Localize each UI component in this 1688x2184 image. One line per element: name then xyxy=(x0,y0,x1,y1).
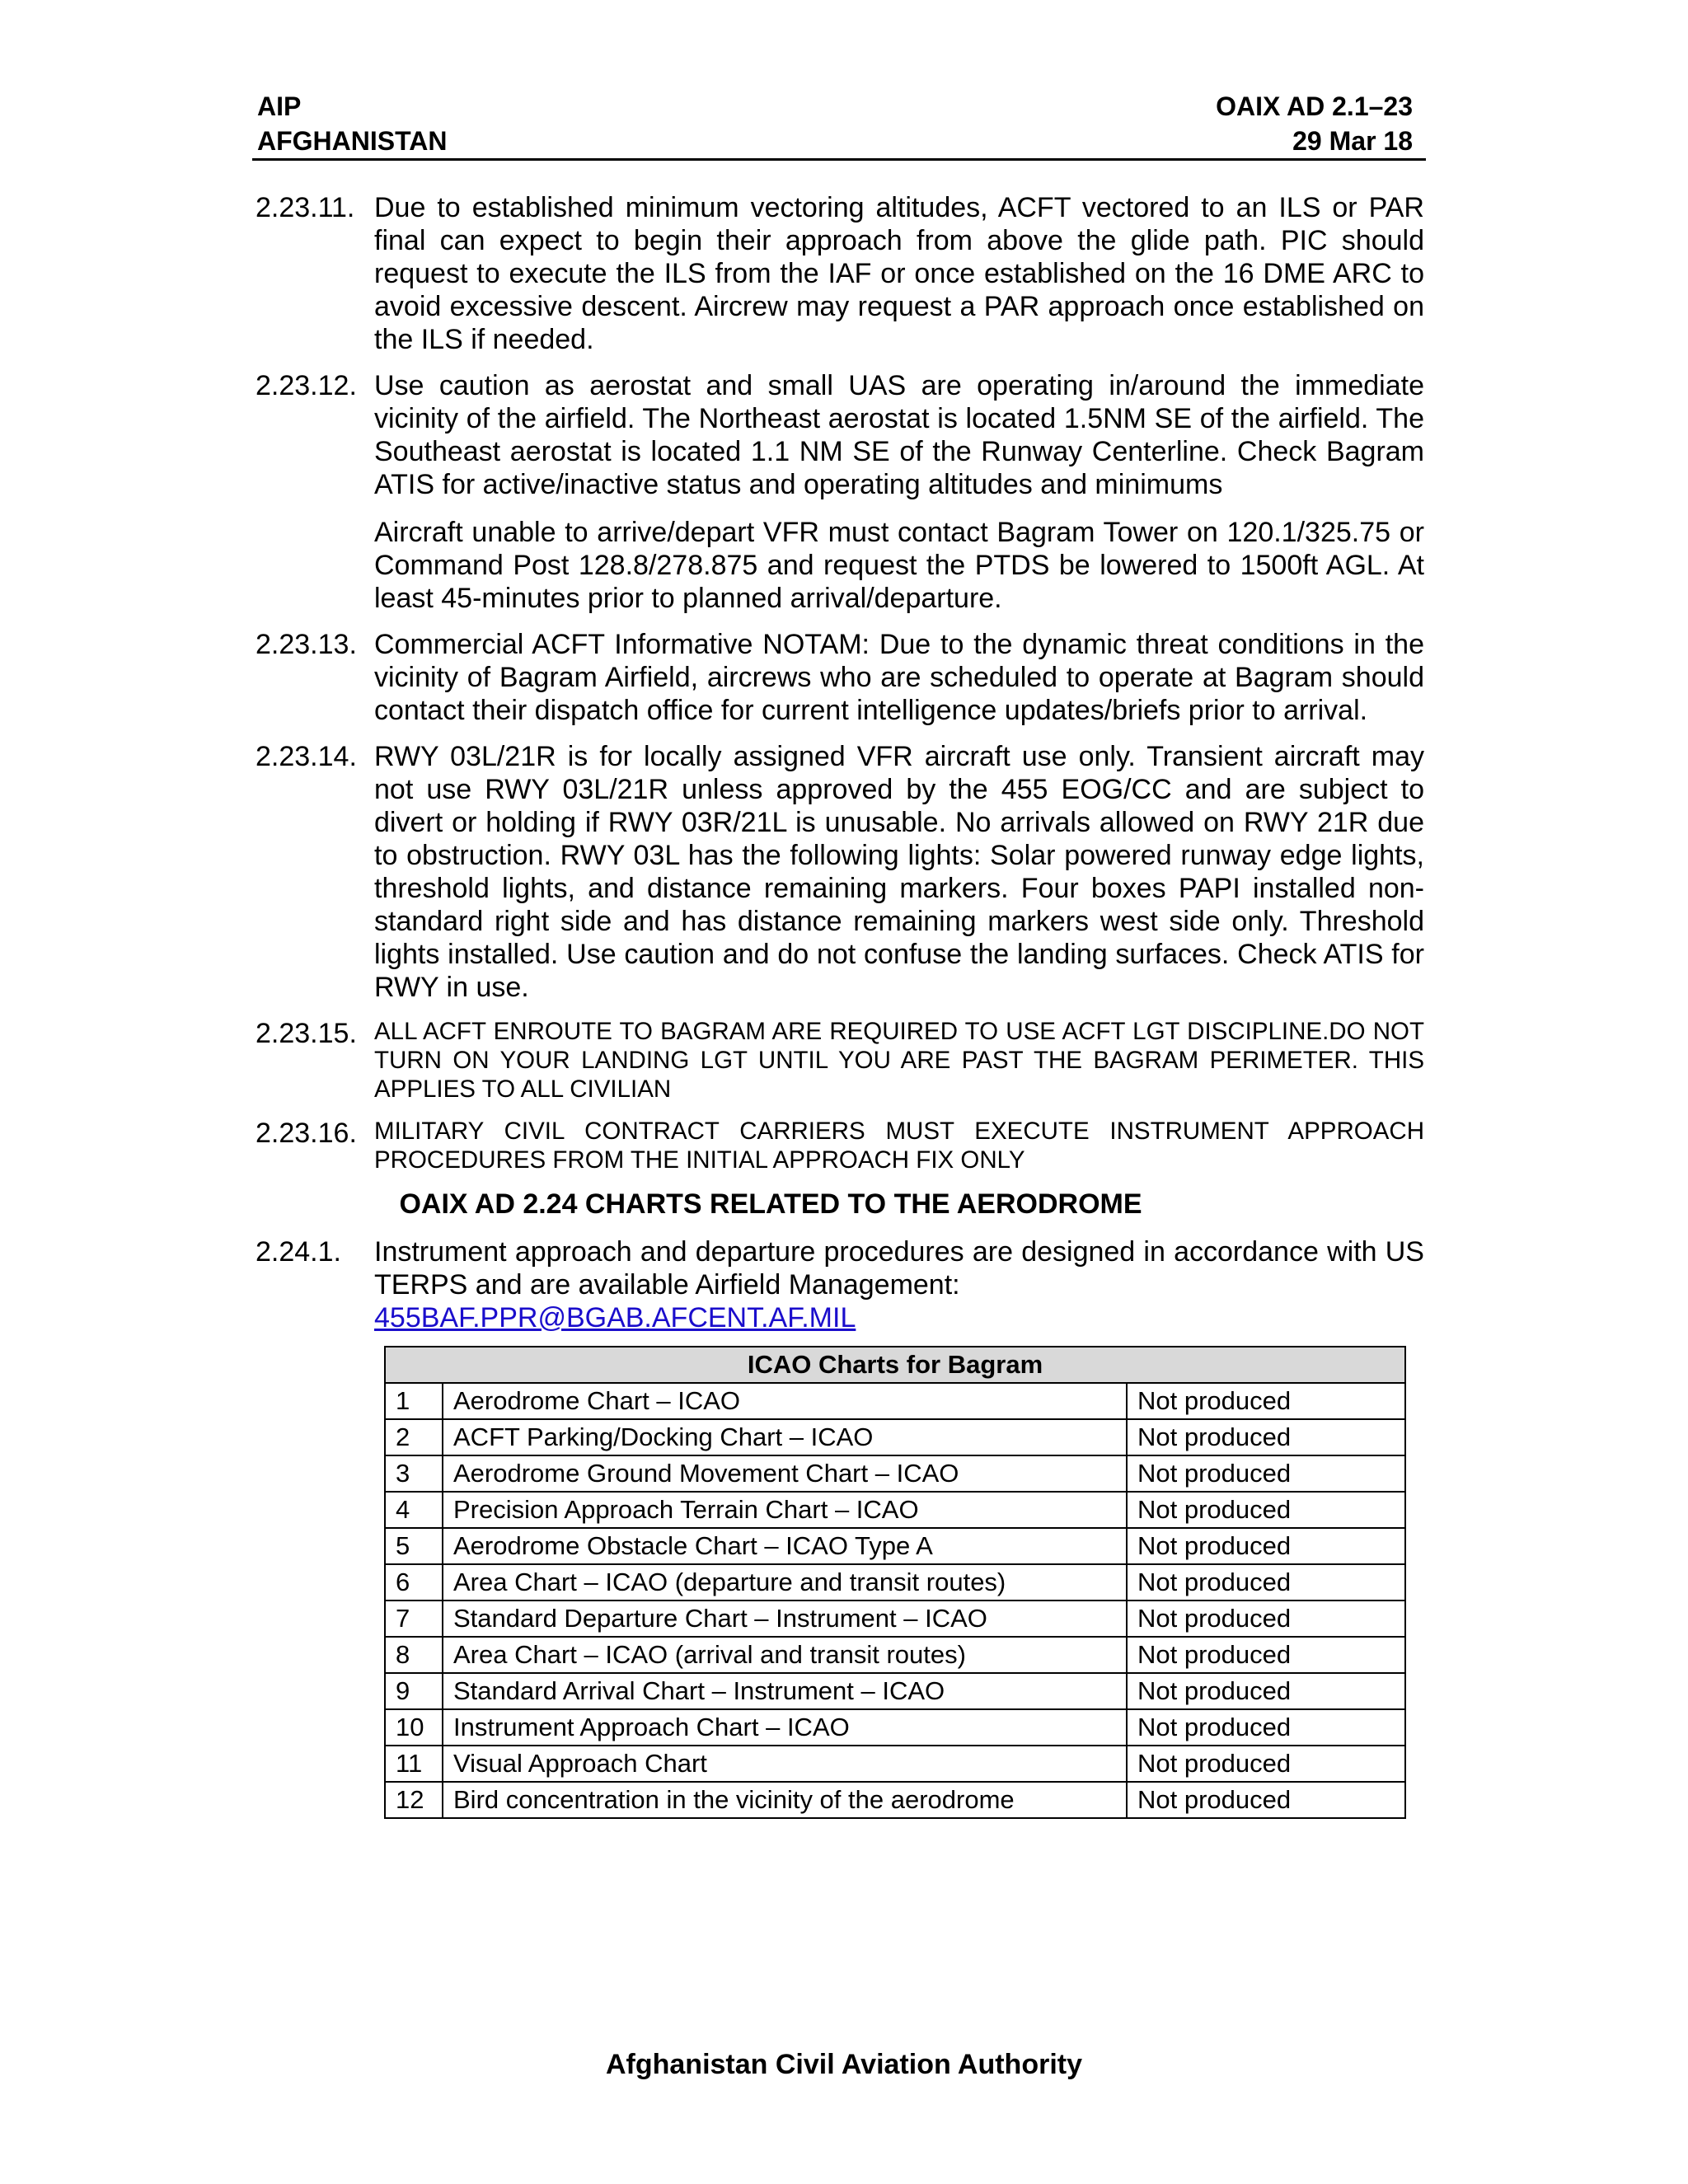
table-row xyxy=(385,1673,1405,1709)
paragraph-text: Use caution as aerostat and small UAS are operating in/around the immediate vicinity of the airfield. The Northeast aerostat is located 1.5NM SE of the airfield. The Southeast aerostat is located 1.1 NM SE of the Runway Centerline. Check Bagram ATIS for active/inactive status and operating altitudes and minimums xyxy=(374,370,1424,500)
header-aip: AIP xyxy=(257,91,302,121)
chart-name: Visual Approach Chart xyxy=(443,1746,1127,1782)
chart-name: Area Chart – ICAO (departure and transit routes) xyxy=(443,1564,1127,1601)
header-date: 29 Mar 18 xyxy=(1292,126,1413,156)
row-number: 3 xyxy=(385,1455,443,1492)
paragraph-text: MILITARY CIVIL CONTRACT CARRIERS MUST EXECUTE INSTRUMENT APPROACH PROCEDURES FROM THE INITIAL APPROACH FIX ONLY xyxy=(374,1118,1424,1174)
section-title: OAIX AD 2.24 CHARTS RELATED TO THE AERODROME xyxy=(399,1188,1142,1220)
table-row xyxy=(385,1709,1405,1746)
paragraph-number: 2.23.12. xyxy=(256,370,357,401)
table-row xyxy=(385,1492,1405,1528)
paragraph-number: 2.23.13. xyxy=(256,629,357,660)
page-footer: Afghanistan Civil Aviation Authority xyxy=(605,2049,1083,2080)
chart-status: Not produced xyxy=(1127,1601,1405,1637)
paragraph-number: 2.24.1. xyxy=(256,1236,341,1268)
chart-status: Not produced xyxy=(1127,1673,1405,1709)
header-right xyxy=(1154,89,1413,158)
header-page-ref: OAIX AD 2.1–23 xyxy=(1216,91,1413,121)
row-number: 8 xyxy=(385,1637,443,1673)
chart-status: Not produced xyxy=(1127,1383,1405,1419)
table-row xyxy=(385,1383,1405,1419)
header-country: AFGHANISTAN xyxy=(257,126,448,156)
paragraph-text: Instrument approach and departure procedures are designed in accordance with US TERPS and are available Airfield Management: xyxy=(374,1236,1424,1301)
chart-status: Not produced xyxy=(1127,1746,1405,1782)
row-number: 5 xyxy=(385,1528,443,1564)
paragraph-text-continued: Aircraft unable to arrive/depart VFR must contact Bagram Tower on 120.1/325.75 or Command Post 128.8/278.875 and request the PTDS be lowered to 1500ft AGL. At least 45-minutes prior to planned arrival/departure. xyxy=(374,517,1424,614)
row-number: 7 xyxy=(385,1601,443,1637)
row-number: 6 xyxy=(385,1564,443,1601)
paragraph-2-23-15 xyxy=(256,1017,1424,1104)
chart-name: ACFT Parking/Docking Chart – ICAO xyxy=(443,1419,1127,1455)
chart-status: Not produced xyxy=(1127,1564,1405,1601)
row-number: 4 xyxy=(385,1492,443,1528)
header-left xyxy=(257,89,448,158)
chart-name: Instrument Approach Chart – ICAO xyxy=(443,1709,1127,1746)
chart-name: Aerodrome Chart – ICAO xyxy=(443,1383,1127,1419)
table-row xyxy=(385,1419,1405,1455)
chart-name: Area Chart – ICAO (arrival and transit routes) xyxy=(443,1637,1127,1673)
paragraph-text: Due to established minimum vectoring altitudes, ACFT vectored to an ILS or PAR final can expect to begin their approach from above the glide path. PIC should request to execute the ILS from the IAF or once established on the 16 DME ARC to avoid excessive descent. Aircrew may request a PAR approach once established on the ILS if needed. xyxy=(374,192,1424,355)
table-row xyxy=(385,1564,1405,1601)
chart-name: Bird concentration in the vicinity of the aerodrome xyxy=(443,1782,1127,1818)
icao-charts-table xyxy=(384,1346,1406,1819)
row-number: 11 xyxy=(385,1746,443,1782)
paragraph-2-23-13 xyxy=(256,628,1424,727)
table-row xyxy=(385,1637,1405,1673)
chart-status: Not produced xyxy=(1127,1782,1405,1818)
chart-name: Precision Approach Terrain Chart – ICAO xyxy=(443,1492,1127,1528)
row-number: 10 xyxy=(385,1709,443,1746)
paragraph-2-23-12 xyxy=(256,369,1424,615)
chart-status: Not produced xyxy=(1127,1637,1405,1673)
paragraph-text: RWY 03L/21R is for locally assigned VFR aircraft use only. Transient aircraft may not use RWY 03L/21R unless approved by the 455 EOG/CC and are subject to divert or holding if RWY 03R/21L is unusable. No arrivals allowed on RWY 21R due to obstruction. RWY 03L has the following lights: Solar powered runway edge lights, threshold lights, and distance remaining markers. Four boxes PAPI installed non-standard right side and has distance remaining markers west side only. Threshold lights installed. Use caution and do not confuse the landing surfaces. Check ATIS for RWY in use. xyxy=(374,741,1424,1003)
paragraph-number: 2.23.11. xyxy=(256,192,355,223)
chart-name: Aerodrome Ground Movement Chart – ICAO xyxy=(443,1455,1127,1492)
row-number: 12 xyxy=(385,1782,443,1818)
paragraph-2-23-14 xyxy=(256,740,1424,1004)
chart-status: Not produced xyxy=(1127,1528,1405,1564)
table-row xyxy=(385,1782,1405,1818)
table-title: ICAO Charts for Bagram xyxy=(385,1347,1405,1383)
paragraph-text: Commercial ACFT Informative NOTAM: Due to the dynamic threat conditions in the vicinity of Bagram Airfield, aircrews who are scheduled to operate at Bagram should contact their dispatch office for current intelligence updates/briefs prior to arrival. xyxy=(374,629,1424,726)
chart-status: Not produced xyxy=(1127,1709,1405,1746)
table-row xyxy=(385,1528,1405,1564)
paragraph-number: 2.23.15. xyxy=(256,1018,357,1049)
paragraph-text: ALL ACFT ENROUTE TO BAGRAM ARE REQUIRED TO USE ACFT LGT DISCIPLINE.DO NOT TURN ON YOUR LANDING LGT UNTIL YOU ARE PAST THE BAGRAM PERIMETER. THIS APPLIES TO ALL CIVILIAN xyxy=(374,1018,1424,1103)
email-link[interactable]: 455BAF.PPR@BGAB.AFCENT.AF.MIL xyxy=(374,1302,856,1333)
paragraph-2-24-1 xyxy=(256,1235,1424,1334)
paragraph-2-23-11 xyxy=(256,191,1424,356)
chart-status: Not produced xyxy=(1127,1419,1405,1455)
chart-name: Aerodrome Obstacle Chart – ICAO Type A xyxy=(443,1528,1127,1564)
chart-status: Not produced xyxy=(1127,1455,1405,1492)
chart-name: Standard Departure Chart – Instrument – ICAO xyxy=(443,1601,1127,1637)
document-body xyxy=(256,191,1424,1819)
row-number: 2 xyxy=(385,1419,443,1455)
paragraph-2-23-16 xyxy=(256,1117,1424,1174)
table-row xyxy=(385,1455,1405,1492)
chart-status: Not produced xyxy=(1127,1492,1405,1528)
paragraph-number: 2.23.14. xyxy=(256,741,357,772)
paragraph-number: 2.23.16. xyxy=(256,1118,357,1149)
row-number: 1 xyxy=(385,1383,443,1419)
row-number: 9 xyxy=(385,1673,443,1709)
table-row xyxy=(385,1601,1405,1637)
chart-name: Standard Arrival Chart – Instrument – ICAO xyxy=(443,1673,1127,1709)
table-row xyxy=(385,1746,1405,1782)
header-rule xyxy=(252,158,1426,161)
